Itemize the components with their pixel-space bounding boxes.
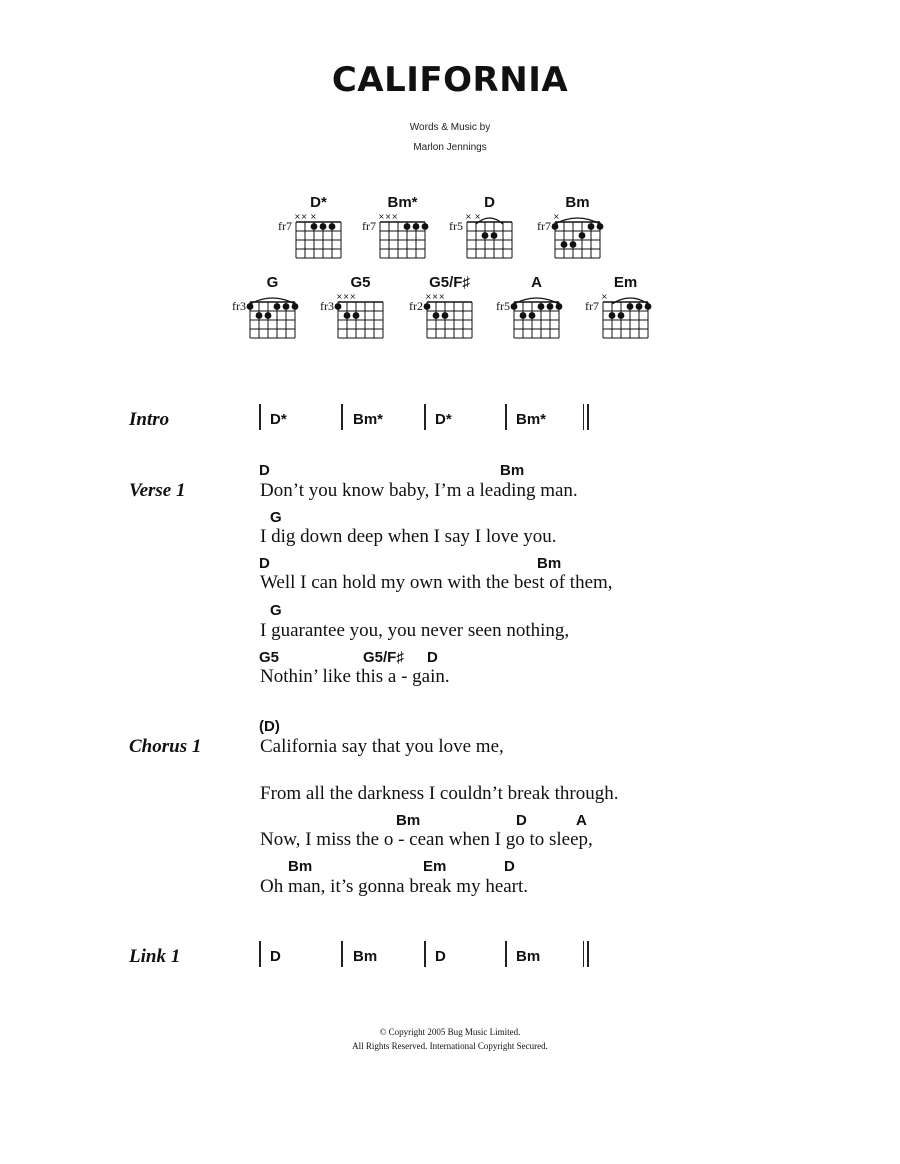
chord-diagram-name: G5/F♯ [429, 274, 470, 291]
chord-diagram [320, 274, 383, 338]
lyric-line: Now, I miss the o - cean when I go to sleep, [260, 829, 593, 850]
barline [505, 404, 507, 430]
muted-strings: ××× [336, 292, 357, 301]
section-label-intro: Intro [129, 409, 170, 430]
finger-dot [570, 241, 577, 248]
fret-label: fr3 [320, 299, 334, 313]
section-label-link-1: Link 1 [129, 946, 181, 967]
barline [505, 941, 507, 967]
chord-symbol: G [270, 509, 282, 526]
chord-diagram-name: Em [613, 274, 638, 291]
chord-symbol: Bm [537, 555, 562, 572]
finger-dot [520, 312, 527, 319]
barline [259, 941, 261, 967]
lyric-line: From all the darkness I couldn’t break through. [260, 783, 619, 804]
muted-strings: × [553, 212, 560, 221]
finger-dot [274, 303, 281, 310]
finger-dot [597, 223, 604, 230]
lyric-line: I guarantee you, you never seen nothing, [260, 620, 570, 641]
finger-dot [283, 303, 290, 310]
lyric-line: Don’t you know baby, I’m a leading man. [260, 480, 578, 501]
chord-diagram-name: Bm* [387, 194, 418, 211]
chord-symbol: G5/F♯ [363, 649, 404, 666]
fret-label: fr5 [449, 219, 463, 233]
finger-dot [645, 303, 652, 310]
finger-dot [529, 312, 536, 319]
chord-diagram-name: Bm [565, 194, 590, 211]
chord-symbol: Bm [396, 812, 421, 829]
chord-symbol: A [576, 812, 587, 829]
fret-label: fr7 [585, 299, 599, 313]
chord-symbol: D [259, 462, 270, 479]
lyric-line: Nothin’ like this a - gain. [260, 666, 450, 687]
bar-chord: D* [270, 411, 287, 428]
fret-label: fr7 [278, 219, 292, 233]
finger-dot [353, 312, 360, 319]
finger-dot [538, 303, 545, 310]
chord-symbol: D [259, 555, 270, 572]
chord-symbol: G5 [259, 649, 280, 666]
finger-dot [627, 303, 634, 310]
chord-diagram [232, 274, 298, 338]
bar-chord: D [435, 948, 446, 965]
finger-dot [424, 303, 431, 310]
bar-chord: D [270, 948, 281, 965]
finger-dot [636, 303, 643, 310]
fret-label: fr2 [409, 299, 423, 313]
fret-label: fr5 [496, 299, 510, 313]
chord-symbol: D [516, 812, 527, 829]
finger-dot [292, 303, 299, 310]
chord-symbol: G [270, 602, 282, 619]
barline [341, 404, 343, 430]
finger-dot [344, 312, 351, 319]
end-barline [583, 404, 589, 430]
bar-chord: Bm* [516, 411, 547, 428]
bar-chord: Bm* [353, 411, 384, 428]
muted-strings: × [601, 292, 608, 301]
credits-line-1: Words & Music by [409, 122, 491, 133]
chord-symbol: Bm [288, 858, 313, 875]
barre-arc [514, 298, 559, 304]
finger-dot [482, 232, 489, 239]
chord-diagram-name: A [531, 274, 542, 291]
chord-symbol: Em [423, 858, 447, 875]
chord-diagrams [0, 0, 900, 360]
finger-dot [320, 223, 327, 230]
chord-diagram [362, 194, 428, 258]
lyric-line: Well I can hold my own with the best of them, [260, 572, 613, 593]
fret-label: fr7 [362, 219, 376, 233]
song-title: CALIFORNIA [331, 60, 569, 100]
muted-strings: ××× [425, 292, 446, 301]
muted-strings: ××× [378, 212, 399, 221]
barline [341, 941, 343, 967]
finger-dot [442, 312, 449, 319]
finger-dot [329, 223, 336, 230]
muted-strings: ×× × [294, 212, 317, 221]
copyright-footer [0, 1025, 900, 1053]
chord-symbol: (D) [259, 718, 280, 735]
chord-diagram [278, 194, 341, 258]
chord-symbol: D [427, 649, 438, 666]
finger-dot [265, 312, 272, 319]
chord-diagram-name: G5 [350, 274, 371, 291]
chord-diagram [496, 274, 562, 338]
bar-chord: Bm [516, 948, 541, 965]
finger-dot [511, 303, 518, 310]
fret-label: fr7 [537, 219, 551, 233]
chord-diagram-name: D [484, 194, 495, 211]
chord-diagram [409, 274, 472, 338]
barline [259, 404, 261, 430]
finger-dot [247, 303, 254, 310]
bar-chord: D* [435, 411, 452, 428]
finger-dot [579, 232, 586, 239]
rights-line: All Rights Reserved. International Copyright Secured. [352, 1041, 548, 1051]
copyright-line: © Copyright 2005 Bug Music Limited. [379, 1027, 521, 1037]
finger-dot [422, 223, 429, 230]
barre-arc [555, 218, 600, 224]
finger-dot [433, 312, 440, 319]
chord-symbol: D [504, 858, 515, 875]
lyric-line: Oh man, it’s gonna break my heart. [260, 876, 529, 897]
chord-diagram [449, 194, 512, 258]
fret-label: fr3 [232, 299, 246, 313]
finger-dot [404, 223, 411, 230]
section-label-verse-1: Verse 1 [129, 480, 186, 501]
end-barline [583, 941, 589, 967]
finger-dot [413, 223, 420, 230]
barline [424, 404, 426, 430]
finger-dot [491, 232, 498, 239]
finger-dot [618, 312, 625, 319]
finger-dot [588, 223, 595, 230]
barre-arc [250, 298, 295, 304]
finger-dot [547, 303, 554, 310]
finger-dot [552, 223, 559, 230]
finger-dot [609, 312, 616, 319]
finger-dot [556, 303, 563, 310]
finger-dot [335, 303, 342, 310]
finger-dot [561, 241, 568, 248]
barline [424, 941, 426, 967]
chord-diagram-name: G [266, 274, 279, 291]
finger-dot [256, 312, 263, 319]
credits-composer: Marlon Jennings [413, 142, 487, 153]
chord-symbol: Bm [500, 462, 525, 479]
section-label-chorus-1: Chorus 1 [129, 736, 202, 757]
muted-strings: × × [465, 212, 481, 221]
lyric-line: California say that you love me, [260, 736, 504, 757]
bar-chord: Bm [353, 948, 378, 965]
chord-diagram-name: D* [310, 194, 327, 211]
lyric-line: I dig down deep when I say I love you. [260, 526, 557, 547]
chord-diagram [537, 194, 603, 258]
chord-diagram [585, 274, 651, 338]
finger-dot [311, 223, 318, 230]
